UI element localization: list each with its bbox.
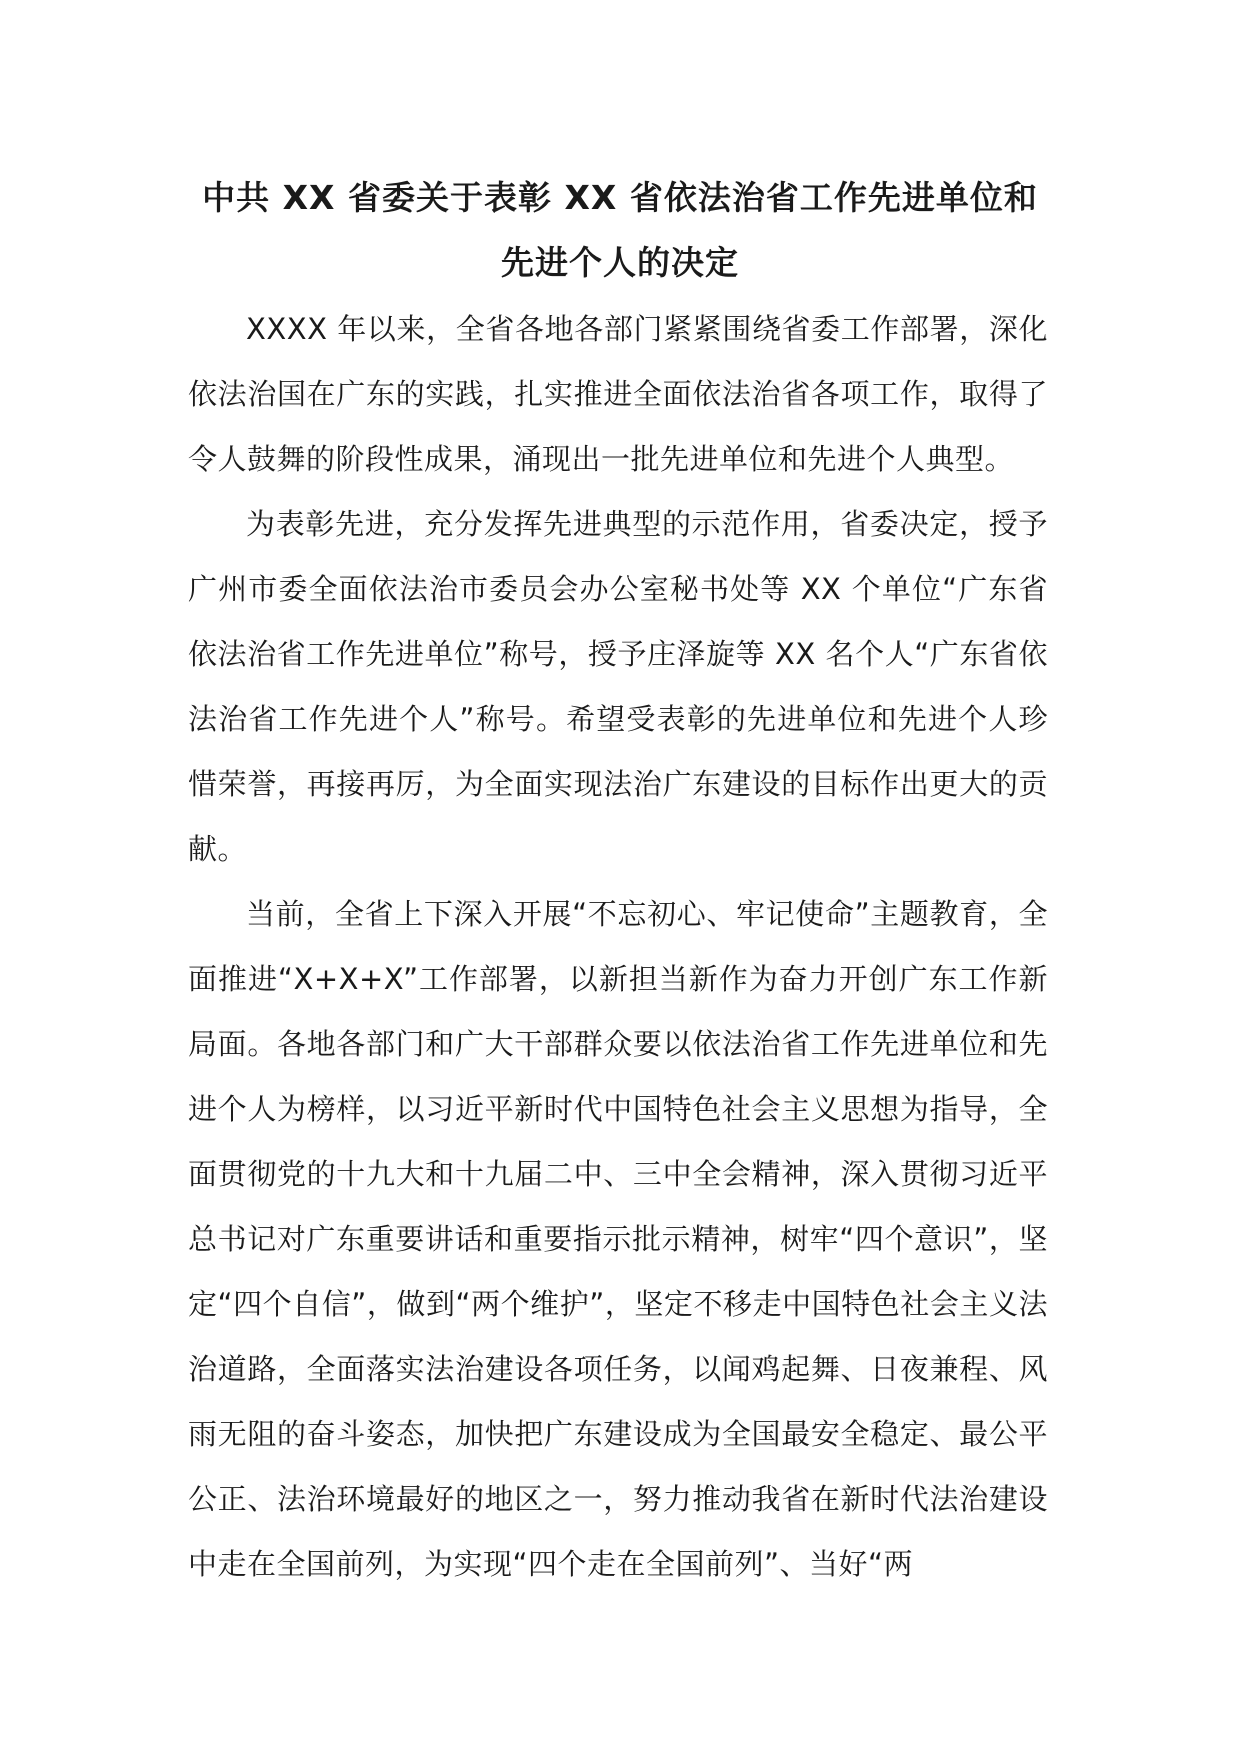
document-title-line-2: 先进个人的决定 <box>501 243 739 282</box>
document-title-line-1: 中共 XX 省委关于表彰 XX 省依法治省工作先进单位和 <box>202 178 1038 217</box>
paragraph: 为表彰先进，充分发挥先进典型的示范作用，省委决定，授予广州市委全面依法治市委员会办公室秘书处等 XX 个单位“广东省依法治省工作先进单位”称号，授予庄泽旋等 XX 名个人“广东省依法治省工作先进个人”称号。希望受表彰的先进单位和先进个人珍惜荣誉，再接再厉，为全面实现法治广东建设的目标作出更大的贡献。 <box>188 507 1048 866</box>
document-body <box>188 297 1048 1597</box>
paragraph: XXXX 年以来，全省各地各部门紧紧围绕省委工作部署，深化依法治国在广东的实践，扎实推进全面依法治省各项工作，取得了令人鼓舞的阶段性成果，涌现出一批先进单位和先进个人典型。 <box>188 312 1048 476</box>
paragraph: 当前，全省上下深入开展“不忘初心、牢记使命”主题教育，全面推进“X+X+X”工作部署，以新担当新作为奋力开创广东工作新局面。各地各部门和广大干部群众要以依法治省工作先进单位和先进个人为榜样，以习近平新时代中国特色社会主义思想为指导，全面贯彻党的十九大和十九届二中、三中全会精神，深入贯彻习近平总书记对广东重要讲话和重要指示批示精神，树牢“四个意识”，坚定“四个自信”，做到“两个维护”，坚定不移走中国特色社会主义法治道路，全面落实法治建设各项任务，以闻鸡起舞、日夜兼程、风雨无阻的奋斗姿态，加快把广东建设成为全国最安全稳定、最公平公正、法治环境最好的地区之一，努力推动我省在新时代法治建设中走在全国前列，为实现“四个走在全国前列”、当好“两 <box>188 897 1048 1581</box>
